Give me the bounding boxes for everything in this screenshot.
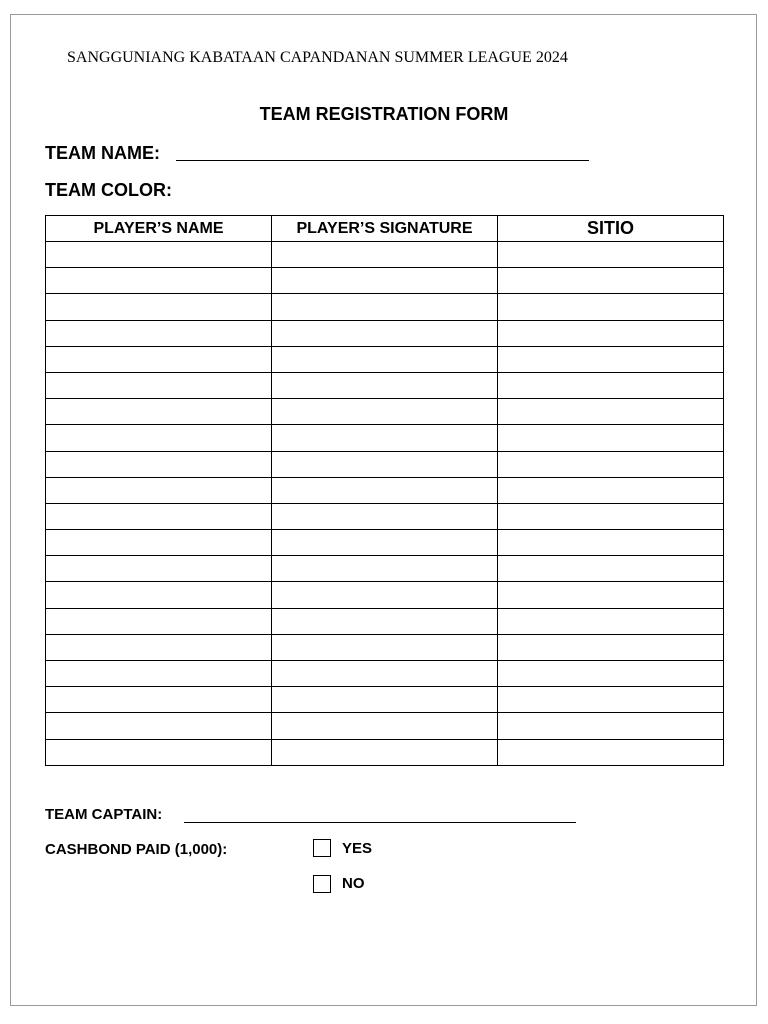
- sitio-cell[interactable]: [498, 242, 724, 268]
- sitio-cell[interactable]: [498, 530, 724, 556]
- team-color-label: TEAM COLOR:: [45, 180, 172, 200]
- roster-row: [46, 346, 724, 372]
- player-signature-cell[interactable]: [272, 608, 498, 634]
- column-header-players-signature: PLAYER’S SIGNATURE: [272, 216, 498, 242]
- player-name-cell[interactable]: [46, 582, 272, 608]
- roster-row: [46, 608, 724, 634]
- player-signature-cell[interactable]: [272, 530, 498, 556]
- player-signature-cell[interactable]: [272, 320, 498, 346]
- player-signature-cell[interactable]: [272, 739, 498, 765]
- player-name-cell[interactable]: [46, 503, 272, 529]
- roster-row: [46, 242, 724, 268]
- roster-row: [46, 503, 724, 529]
- roster-row: [46, 739, 724, 765]
- roster-row: [46, 556, 724, 582]
- sitio-cell[interactable]: [498, 739, 724, 765]
- player-name-cell[interactable]: [46, 608, 272, 634]
- sitio-cell[interactable]: [498, 687, 724, 713]
- player-signature-cell[interactable]: [272, 268, 498, 294]
- roster-row: [46, 399, 724, 425]
- sitio-cell[interactable]: [498, 661, 724, 687]
- sitio-cell[interactable]: [498, 399, 724, 425]
- cashbond-label: CASHBOND PAID (1,000):: [45, 841, 228, 858]
- team-name-label: TEAM NAME:: [45, 143, 160, 163]
- team-captain-label: TEAM CAPTAIN:: [45, 806, 163, 823]
- player-name-cell[interactable]: [46, 713, 272, 739]
- player-signature-cell[interactable]: [272, 634, 498, 660]
- player-name-cell[interactable]: [46, 399, 272, 425]
- player-signature-cell[interactable]: [272, 556, 498, 582]
- roster-row: [46, 582, 724, 608]
- sitio-cell[interactable]: [498, 634, 724, 660]
- sitio-cell[interactable]: [498, 713, 724, 739]
- sitio-cell[interactable]: [498, 320, 724, 346]
- column-header-sitio: SITIO: [498, 216, 724, 242]
- player-name-cell[interactable]: [46, 346, 272, 372]
- sitio-cell[interactable]: [498, 451, 724, 477]
- roster-row: [46, 268, 724, 294]
- player-signature-cell[interactable]: [272, 346, 498, 372]
- cashbond-no-label: NO: [342, 875, 365, 892]
- player-name-cell[interactable]: [46, 687, 272, 713]
- roster-row: [46, 530, 724, 556]
- column-header-players-name: PLAYER’S NAME: [46, 216, 272, 242]
- player-name-cell[interactable]: [46, 530, 272, 556]
- player-signature-cell[interactable]: [272, 399, 498, 425]
- player-name-cell[interactable]: [46, 634, 272, 660]
- roster-table: [45, 215, 724, 766]
- sitio-cell[interactable]: [498, 425, 724, 451]
- player-name-cell[interactable]: [46, 556, 272, 582]
- sitio-cell[interactable]: [498, 608, 724, 634]
- player-name-cell[interactable]: [46, 320, 272, 346]
- sitio-cell[interactable]: [498, 268, 724, 294]
- player-name-cell[interactable]: [46, 294, 272, 320]
- player-signature-cell[interactable]: [272, 372, 498, 398]
- roster-row: [46, 451, 724, 477]
- sitio-cell[interactable]: [498, 294, 724, 320]
- player-signature-cell[interactable]: [272, 582, 498, 608]
- player-signature-cell[interactable]: [272, 503, 498, 529]
- sitio-cell[interactable]: [498, 556, 724, 582]
- form-title: TEAM REGISTRATION FORM: [259, 104, 509, 124]
- player-name-cell[interactable]: [46, 242, 272, 268]
- player-name-cell[interactable]: [46, 425, 272, 451]
- player-name-cell[interactable]: [46, 451, 272, 477]
- roster-header-row: [46, 216, 724, 242]
- cashbond-yes-label: YES: [342, 840, 373, 857]
- player-signature-cell[interactable]: [272, 242, 498, 268]
- roster-row: [46, 425, 724, 451]
- player-name-cell[interactable]: [46, 739, 272, 765]
- roster-row: [46, 477, 724, 503]
- team-name-field[interactable]: [176, 160, 589, 161]
- sitio-cell[interactable]: [498, 346, 724, 372]
- roster-row: [46, 661, 724, 687]
- player-signature-cell[interactable]: [272, 451, 498, 477]
- sitio-cell[interactable]: [498, 477, 724, 503]
- roster-row: [46, 687, 724, 713]
- player-signature-cell[interactable]: [272, 713, 498, 739]
- player-name-cell[interactable]: [46, 477, 272, 503]
- player-name-cell[interactable]: [46, 268, 272, 294]
- cashbond-no-checkbox[interactable]: [313, 875, 331, 893]
- player-signature-cell[interactable]: [272, 425, 498, 451]
- roster-row: [46, 320, 724, 346]
- sitio-cell[interactable]: [498, 503, 724, 529]
- sitio-cell[interactable]: [498, 372, 724, 398]
- cashbond-yes-checkbox[interactable]: [313, 839, 331, 857]
- roster-row: [46, 294, 724, 320]
- roster-row: [46, 634, 724, 660]
- player-name-cell[interactable]: [46, 661, 272, 687]
- team-captain-field[interactable]: [184, 822, 576, 823]
- roster-row: [46, 713, 724, 739]
- roster-body: [46, 242, 724, 766]
- league-title: SANGGUNIANG KABATAAN CAPANDANAN SUMMER LEAGUE 2024: [67, 49, 568, 66]
- player-signature-cell[interactable]: [272, 687, 498, 713]
- player-signature-cell[interactable]: [272, 661, 498, 687]
- player-signature-cell[interactable]: [272, 294, 498, 320]
- player-name-cell[interactable]: [46, 372, 272, 398]
- roster-row: [46, 372, 724, 398]
- sitio-cell[interactable]: [498, 582, 724, 608]
- player-signature-cell[interactable]: [272, 477, 498, 503]
